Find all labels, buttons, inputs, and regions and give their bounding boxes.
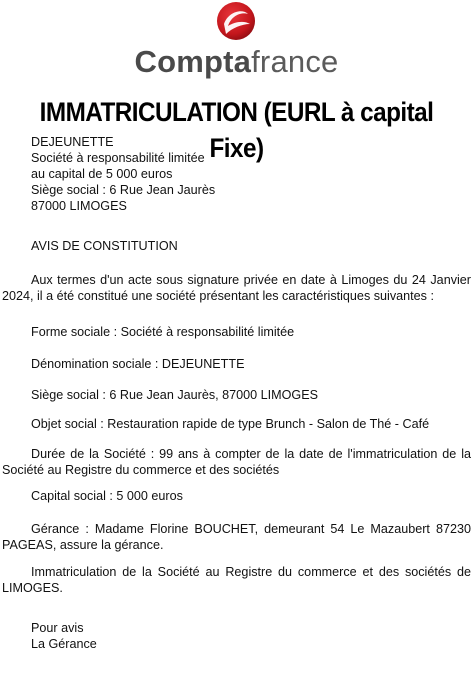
field-immatriculation: Immatriculation de la Société au Registre du commerce et des sociétés de LIMOGES. [2,565,471,595]
company-block [0,134,473,214]
field-capital: Capital social : 5 000 euros [31,489,183,503]
logo-brand-bold: Compta [134,44,252,79]
closing-signatory: La Gérance [31,637,97,651]
company-form: Société à responsabilité limitée [31,151,205,165]
page-title: IMMATRICULATION (EURL à capital Fixe) [39,97,434,163]
intro-paragraph: Aux termes d'un acte sous signature privée en date à Limoges du 24 Janvier 2024, il a été constitué une société présentant les caractéristiques suivantes : [2,273,471,303]
field-forme: Forme sociale : Société à responsabilité limitée [31,325,295,339]
company-city: 87000 LIMOGES [31,199,127,213]
logo-wordmark [0,42,473,82]
field-gerance: Gérance : Madame Florine BOUCHET, demeurant 54 Le Mazaubert 87230 PAGEAS, assure la gérance. [2,522,471,552]
closing-block [0,620,473,652]
company-address: Siège social : 6 Rue Jean Jaurès [31,183,216,197]
logo [0,0,473,84]
company-capital: au capital de 5 000 euros [31,167,173,181]
field-denomination: Dénomination sociale : DEJEUNETTE [31,357,245,371]
company-name: DEJEUNETTE [31,135,114,149]
field-duree: Durée de la Société : 99 ans à compter de la date de l'immatriculation de la Société au Registre du commerce et des sociétés [2,447,471,477]
comptafrance-logo-mark [210,0,262,42]
field-objet: Objet social : Restauration rapide de type Brunch - Salon de Thé - Café [31,417,430,431]
notice-heading: AVIS DE CONSTITUTION [31,239,178,253]
closing-pour-avis: Pour avis [31,621,84,635]
logo-brand-light: france [251,44,339,79]
field-siege: Siège social : 6 Rue Jean Jaurès, 87000 LIMOGES [31,388,319,402]
